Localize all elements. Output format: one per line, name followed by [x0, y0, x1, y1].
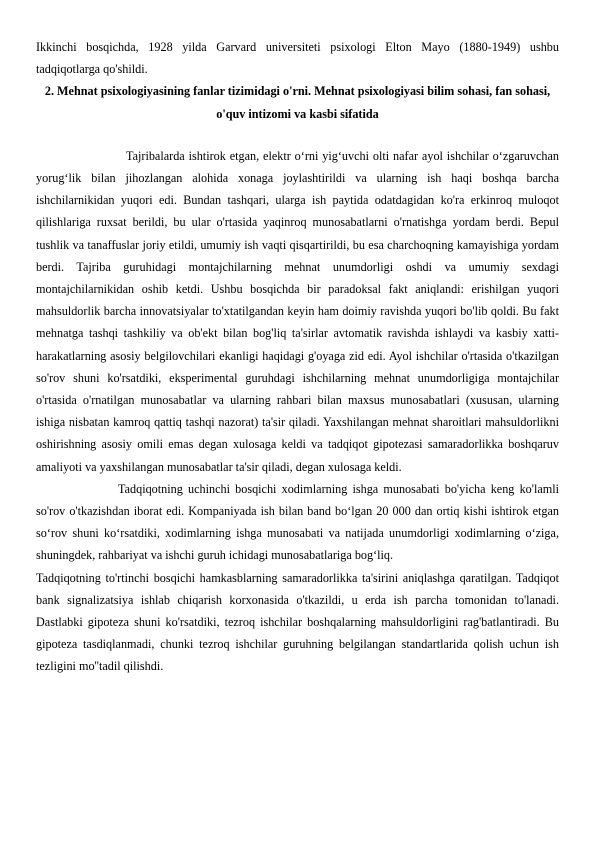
document-page — [36, 36, 559, 678]
paragraph-experiment-details: Tajribalarda ishtirok etgan, elektr o‘rni yig‘uvchi olti nafar ayol ishchilar o‘zgaruvchan yorug‘lik bilan jihozlangan alohida xonaga joylashtirildi va ularning ish haqi boshqa barcha ishchilarnikidan yuqori edi. Bundan tashqari, ularga ish paytida odatdagidan ko'ra erkinroq muloqot qilishlariga ruxsat berildi, bu ular o'rtasida yaqinroq munosabatlarni o'rnatishga yordam berdi. Bepul tushlik va tanaffuslar joriy etildi, umumiy ish vaqti qisqartirildi, bu esa charchoqning kamayishiga yordam berdi. Tajriba guruhidagi montajchilarning mehnat unumdorligi oshdi va umumiy sexdagi montajchilarnikidan oshib ketdi. Ushbu bosqichda bir paradoksal fakt aniqlandi: erishilgan yuqori mahsuldorlik barcha innovatsiyalar to'xtatilgandan keyin ham doimiy ravishda yuqori bo'lib qoldi. Bu fakt mehnatga tashqi tashkiliy va ob'ekt bilan bog'liq ta'sirlar avtomatik ravishda ishlaydi va kasbiy xatti-harakatlarning asosiy belgilovchilari ekanligi haqidagi g'oyaga zid edi. Ayol ishchilar o'rtasida o'tkazilgan so'rov shuni ko'rsatdiki, eksperimental guruhdagi ishchilarning mehnat unumdorligiga montajchilar o'rtasida o'rnatilgan munosabatlar va ularning rahbari bilan maxsus munosabatlari (xususan, ularning ishiga nisbatan kamroq qattiq tashqi nazorat) ta'sir qiladi. Yaxshilangan mehnat sharoitlari mahsuldorlikni oshirishning asosiy omili emas degan xulosaga keldi va tadqiqot gipotezasi samaradorlikka boshqaruv amaliyoti va yaxshilangan munosabatlar ta'sir qiladi, degan xulosaga keldi. — [36, 148, 559, 474]
paragraph-fourth-stage: Tadqiqotning to'rtinchi bosqichi hamkasblarning samaradorlikka ta'sirini aniqlashga qaratilgan. Tadqiqot bank signalizatsiya ishlab chiqarish korxonasida o'tkazildi, u erda ish parcha tomonidan to'lanadi. Dastlabki gipoteza shuni ko'rsatdiki, tezroq ishchilar boshqalarning mahsuldorligini rag'batlantiradi. Bu gipoteza tasdiqlanmadi, chunki tezroq ishchilar guruhning belgilangan standartlarida qolish uchun ish tezligini mo''tadil qilishdi. — [36, 570, 559, 674]
paragraph-third-stage: Tadqiqotning uchinchi bosqichi xodimlarning ishga munosabati bo'yicha keng ko'lamli so'rov o'tkazishdan iborat edi. Kompaniyada ish bilan band bo‘lgan 20 000 dan ortiq kishi ishtirok etgan so‘rov shuni ko‘rsatdiki, xodimlarning ishga munosabati va natijada unumdorligi xodimlarning o‘ziga, shuningdek, rahbariyat va ishchi guruh ichidagi munosabatlariga bog‘liq. — [36, 481, 559, 563]
intro-paragraph: Ikkinchi bosqichda, 1928 yilda Garvard universiteti psixologi Elton Mayo (1880-1949) ushbu tadqiqotlarga qo'shildi. — [36, 40, 559, 77]
heading-spacer — [36, 125, 559, 145]
section-heading: 2. Mehnat psixologiyasining fanlar tizimidagi o'rni. Mehnat psixologiyasi bilim sohasi, fan sohasi, o'quv intizomi va kasbi sifatida — [44, 84, 551, 121]
